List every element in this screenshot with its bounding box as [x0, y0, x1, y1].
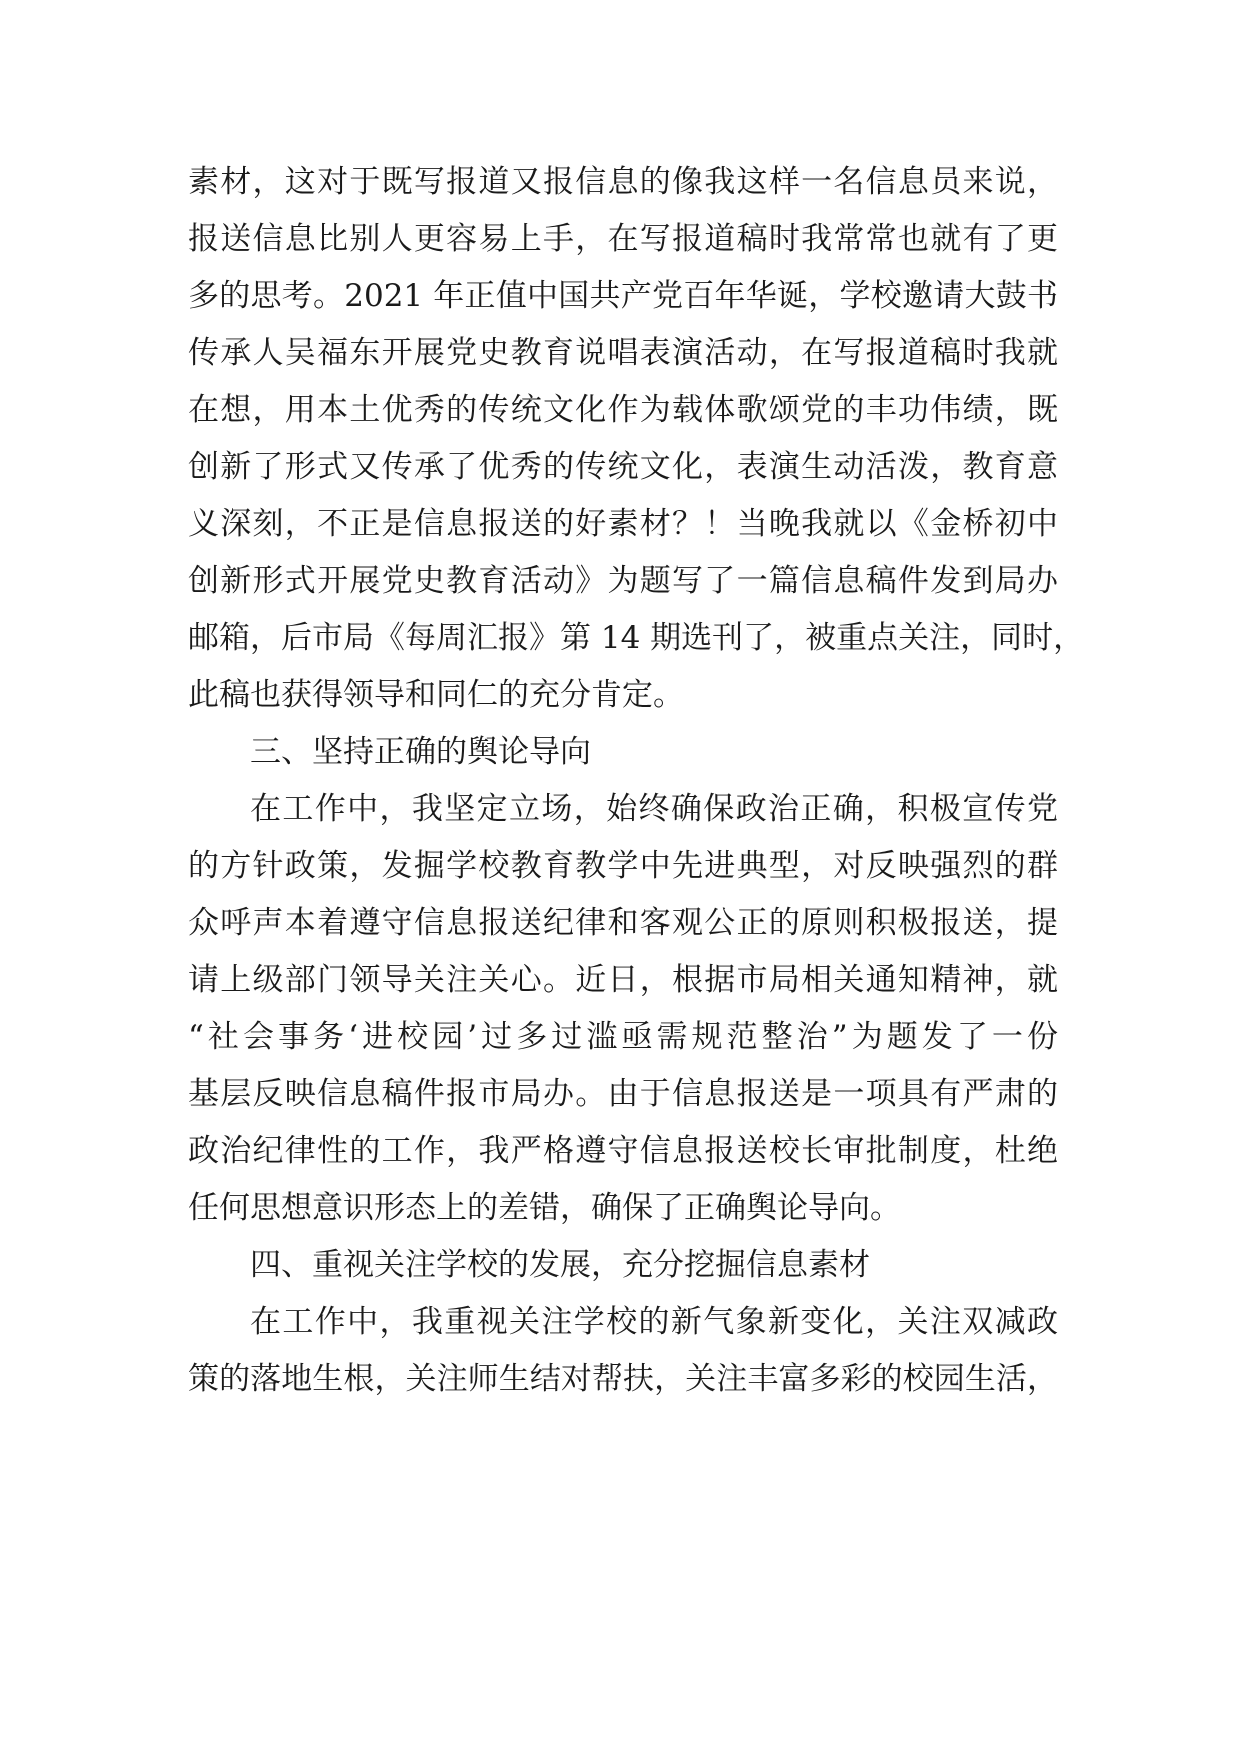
- paragraph-line: 此稿也获得领导和同仁的充分肯定。: [188, 677, 684, 713]
- paragraph-line: 创新了形式又传承了优秀的传统文化，表演生动活泼，教育意: [188, 449, 1058, 485]
- paragraph-line: 素材，这对于既写报道又报信息的像我这样一名信息员来说，: [188, 164, 1058, 200]
- paragraph-line: 义深刻，不正是信息报送的好素材？！当晚我就以《金桥初中: [188, 506, 1058, 542]
- paragraph-line: 政治纪律性的工作，我严格遵守信息报送校长审批制度，杜绝: [188, 1133, 1058, 1169]
- paragraph-first-line: 在工作中，我重视关注学校的新气象新变化，关注双减政: [250, 1304, 1058, 1340]
- paragraph-line: 多的思考。2021 年正值中国共产党百年华诞，学校邀请大鼓书: [188, 278, 1058, 314]
- paragraph-line: 邮箱，后市局《每周汇报》第 14 期选刊了，被重点关注，同时，: [188, 620, 1085, 656]
- paragraph-line: “社会事务‘进校园’过多过滥亟需规范整治”为题发了一份: [188, 1019, 1058, 1055]
- paragraph-line: 的方针政策，发掘学校教育教学中先进典型，对反映强烈的群: [188, 848, 1058, 884]
- paragraph-line: 报送信息比别人更容易上手，在写报道稿时我常常也就有了更: [188, 221, 1058, 257]
- paragraph-line: 创新形式开展党史教育活动》为题写了一篇信息稿件发到局办: [188, 563, 1058, 599]
- section-heading: 三、坚持正确的舆论导向: [250, 734, 591, 770]
- paragraph-line: 在想，用本土优秀的传统文化作为载体歌颂党的丰功伟绩，既: [188, 392, 1058, 428]
- paragraph-line: 众呼声本着遵守信息报送纪律和客观公正的原则积极报送，提: [188, 905, 1058, 941]
- paragraph-first-line: 在工作中，我坚定立场，始终确保政治正确，积极宣传党: [250, 791, 1058, 827]
- paragraph-line: 任何思想意识形态上的差错，确保了正确舆论导向。: [188, 1190, 901, 1226]
- paragraph-line: 传承人吴福东开展党史教育说唱表演活动，在写报道稿时我就: [188, 335, 1058, 371]
- paragraph-line: 基层反映信息稿件报市局办。由于信息报送是一项具有严肃的: [188, 1076, 1058, 1112]
- paragraph-line: 请上级部门领导关注关心。近日，根据市局相关通知精神，就: [188, 962, 1058, 998]
- paragraph-line: 策的落地生根，关注师生结对帮扶，关注丰富多彩的校园生活，: [188, 1361, 1058, 1397]
- section-heading: 四、重视关注学校的发展，充分挖掘信息素材: [250, 1247, 870, 1283]
